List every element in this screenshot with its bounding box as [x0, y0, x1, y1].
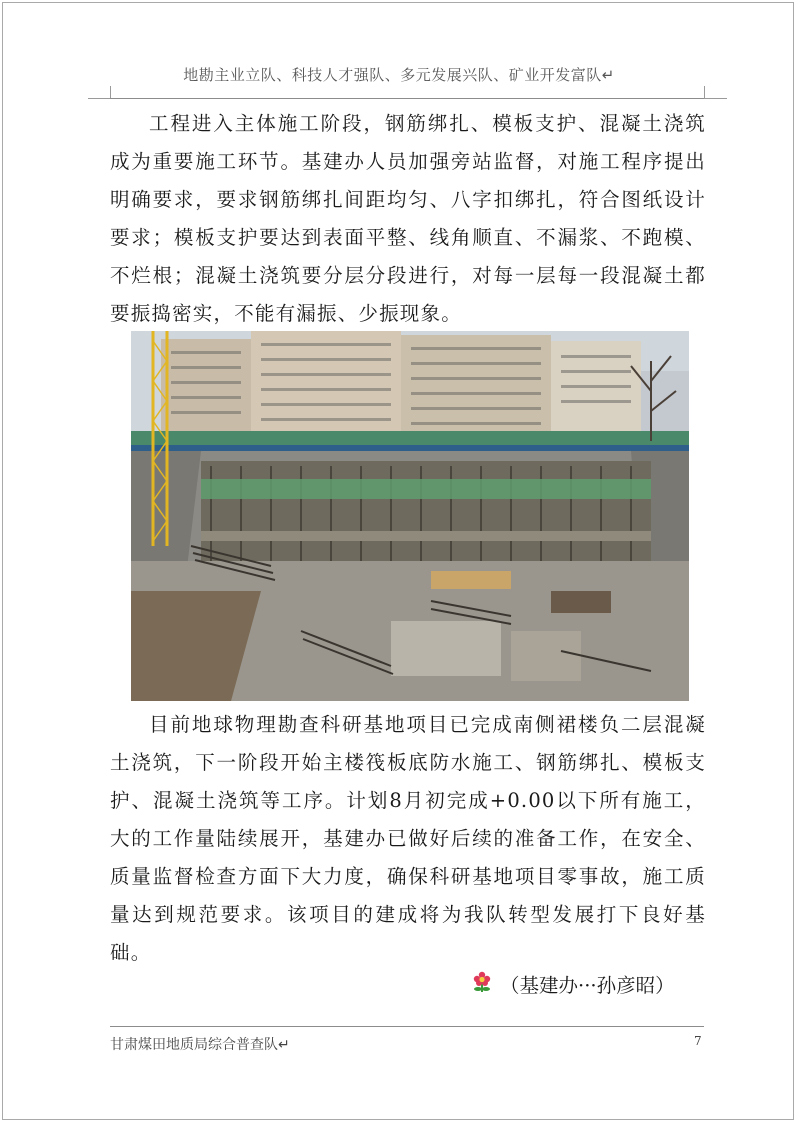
signature	[470, 966, 675, 1002]
flower-icon	[470, 970, 494, 999]
footer-org: 甘肃煤田地质局综合普查队↵	[110, 1037, 290, 1053]
header-corner-mark-left	[88, 86, 111, 99]
page-header: 地勘主业立队、科技人才强队、多元发展兴队、矿业开发富队↵	[183, 66, 615, 84]
footer-rule	[110, 1026, 704, 1027]
header-rule	[110, 98, 704, 99]
signature-text: （基建办···孙彦昭）	[500, 974, 675, 997]
header-corner-mark-right	[704, 86, 727, 99]
construction-site-photo	[131, 331, 689, 701]
body-paragraph-1: 工程进入主体施工阶段，钢筋绑扎、模板支护、混凝土浇筑成为重要施工环节。基建办人员加强旁站监督，对施工程序提出明确要求，要求钢筋绑扎间距均匀、八字扣绑扎，符合图纸设计要求；模板支护要达到表面平整、线角顺直、不漏浆、不跑模、不烂根；混凝土浇筑要分层分段进行，对每一层每一段混凝土都要振捣密实，不能有漏振、少振现象。	[110, 112, 706, 325]
body-paragraph-2: 目前地球物理勘查科研基地项目已完成南侧裙楼负二层混凝土浇筑，下一阶段开始主楼筏板底防水施工、钢筋绑扎、模板支护、混凝土浇筑等工序。计划8月初完成+0.00以下所有施工，大的工作量陆续展开，基建办已做好后续的准备工作，在安全、质量监督检查方面下大力度，确保科研基地项目零事故，施工质量达到规范要求。该项目的建成将为我队转型发展打下良好基础。	[110, 713, 706, 964]
page-number: 7	[694, 1034, 702, 1048]
